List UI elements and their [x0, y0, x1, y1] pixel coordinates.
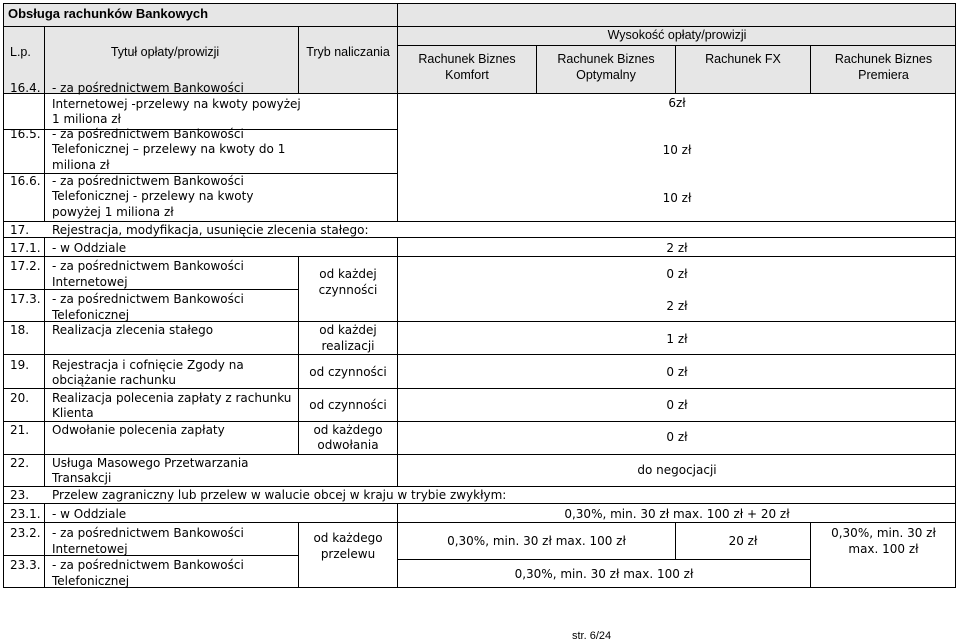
calc-mode: czynności — [318, 283, 378, 297]
calc-mode: od każdego — [313, 531, 383, 545]
row-number: 16.6. — [10, 174, 41, 188]
calc-mode: od każdej — [319, 267, 377, 281]
row-number: 17. — [10, 223, 30, 237]
row-title: powyżej 1 miliona zł — [52, 205, 174, 219]
header-optymalny-line2: Optymalny — [576, 68, 636, 82]
row-title: - za pośrednictwem Bankowości — [52, 127, 244, 141]
rule — [3, 256, 956, 257]
header-tytul: Tytuł opłaty/prowizji — [110, 45, 220, 59]
header-premiera-line2: Premiera — [858, 68, 909, 82]
row-number: 17.1. — [10, 241, 41, 255]
calc-mode: od każdej — [319, 323, 377, 337]
fee-value: 2 zł — [666, 241, 688, 255]
row-title: Telefonicznej - przelewy na kwoty — [52, 189, 254, 203]
header-optymalny-line1: Rachunek Biznes — [557, 52, 655, 66]
row-number: 16.5. — [10, 127, 41, 141]
header-wysokosc: Wysokość opłaty/prowizji — [607, 28, 747, 42]
fee-value: 2 zł — [666, 299, 688, 313]
fee-value: 0,30%, min. 30 zł — [831, 526, 936, 540]
page-title: Obsługa rachunków Bankowych — [8, 6, 209, 21]
row-title: obciążanie rachunku — [52, 373, 176, 387]
row-number: 20. — [10, 391, 30, 405]
rule — [3, 555, 298, 556]
rule — [44, 503, 45, 588]
row-title: Rejestracja i cofnięcie Zgody na — [52, 358, 244, 372]
row-title: Realizacja polecenia zapłaty z rachunku — [52, 391, 292, 405]
row-title: - za pośrednictwem Bankowości — [52, 526, 244, 540]
row-title: Realizacja zlecenia stałego — [52, 323, 214, 337]
row-title: Telefonicznej — [52, 308, 130, 322]
row-title: Odwołanie polecenia zapłaty — [52, 423, 225, 437]
fee-value: 0,30%, min. 30 zł max. 100 zł — [447, 534, 626, 548]
row-title: Usługa Masowego Przetwarzania — [52, 456, 249, 470]
header-komfort-line1: Rachunek Biznes — [418, 52, 516, 66]
fee-value: 0,30%, min. 30 zł max. 100 zł + 20 zł — [564, 507, 790, 521]
header-premiera-line1: Rachunek Biznes — [834, 52, 933, 66]
page-number: str. 6/24 — [572, 630, 612, 642]
calc-mode: od czynności — [309, 398, 387, 412]
header-komfort-line2: Komfort — [445, 68, 489, 82]
calc-mode: przelewu — [320, 547, 376, 561]
fee-value: 10 zł — [662, 191, 692, 205]
row-title: - w Oddziale — [52, 507, 127, 521]
header-fx: Rachunek FX — [705, 52, 781, 66]
fee-value: 10 zł — [662, 143, 692, 157]
row-title: - za pośrednictwem Bankowości — [52, 174, 244, 188]
fee-value: 0 zł — [666, 365, 688, 379]
row-number: 16.4. — [10, 81, 41, 95]
row-title: Internetowej — [52, 275, 128, 289]
calc-mode: odwołania — [317, 438, 379, 452]
calc-mode: od czynności — [309, 365, 387, 379]
rule — [3, 289, 298, 290]
row-title: - za pośrednictwem Bankowości — [52, 259, 244, 273]
row-number: 21. — [10, 423, 30, 437]
header-tryb: Tryb naliczania — [306, 45, 390, 59]
section-title: Rejestracja, modyfikacja, usunięcie zlecenia stałego: — [52, 223, 369, 237]
rule — [3, 522, 956, 523]
row-title: Telefonicznej — [52, 574, 130, 588]
row-title: - za pośrednictwem Bankowości — [52, 292, 244, 306]
fee-value: do negocjacji — [637, 463, 717, 477]
header-lp: L.p. — [10, 45, 31, 59]
rule — [3, 354, 956, 355]
row-number: 23.3. — [10, 558, 41, 572]
rule — [44, 26, 45, 221]
row-title: miliona zł — [52, 158, 110, 172]
row-title: - za pośrednictwem Bankowości — [52, 558, 244, 572]
row-number: 22. — [10, 456, 30, 470]
fee-value: 0 zł — [666, 430, 688, 444]
row-title: Internetowej — [52, 542, 128, 556]
fee-value: 20 zł — [728, 534, 758, 548]
calc-mode: realizacji — [321, 339, 375, 353]
rule — [397, 45, 956, 46]
fee-value: 0,30%, min. 30 zł max. 100 zł — [514, 567, 694, 581]
fee-value: 6zł — [668, 96, 686, 110]
row-title: Transakcji — [52, 471, 112, 485]
fee-value: max. 100 zł — [848, 542, 919, 556]
row-title: - za pośrednictwem Bankowości — [52, 81, 244, 95]
row-title: Internetowej -przelewy na kwoty powyżej — [52, 97, 301, 111]
row-number: 23. — [10, 488, 30, 502]
fee-value: 0 zł — [666, 398, 688, 412]
rule — [3, 388, 956, 389]
row-number: 23.1. — [10, 507, 41, 521]
row-number: 17.2. — [10, 259, 41, 273]
row-title: Klienta — [52, 406, 94, 420]
row-title: Telefonicznej – przelewy na kwoty do 1 — [52, 142, 286, 156]
row-number: 23.2. — [10, 526, 41, 540]
fee-value: 1 zł — [666, 332, 688, 346]
rule — [44, 237, 45, 486]
row-number: 18. — [10, 323, 30, 337]
section-title: Przelew zagraniczny lub przelew w walucie obcej w kraju w trybie zwykłym: — [52, 488, 507, 502]
row-title: 1 miliona zł — [52, 112, 121, 126]
row-number: 19. — [10, 358, 30, 372]
row-number: 17.3. — [10, 292, 41, 306]
row-title: - w Oddziale — [52, 241, 127, 255]
calc-mode: od każdego — [313, 423, 383, 437]
fee-value: 0 zł — [666, 267, 688, 281]
rule — [397, 559, 810, 560]
rule — [298, 26, 299, 94]
rule — [3, 503, 956, 504]
